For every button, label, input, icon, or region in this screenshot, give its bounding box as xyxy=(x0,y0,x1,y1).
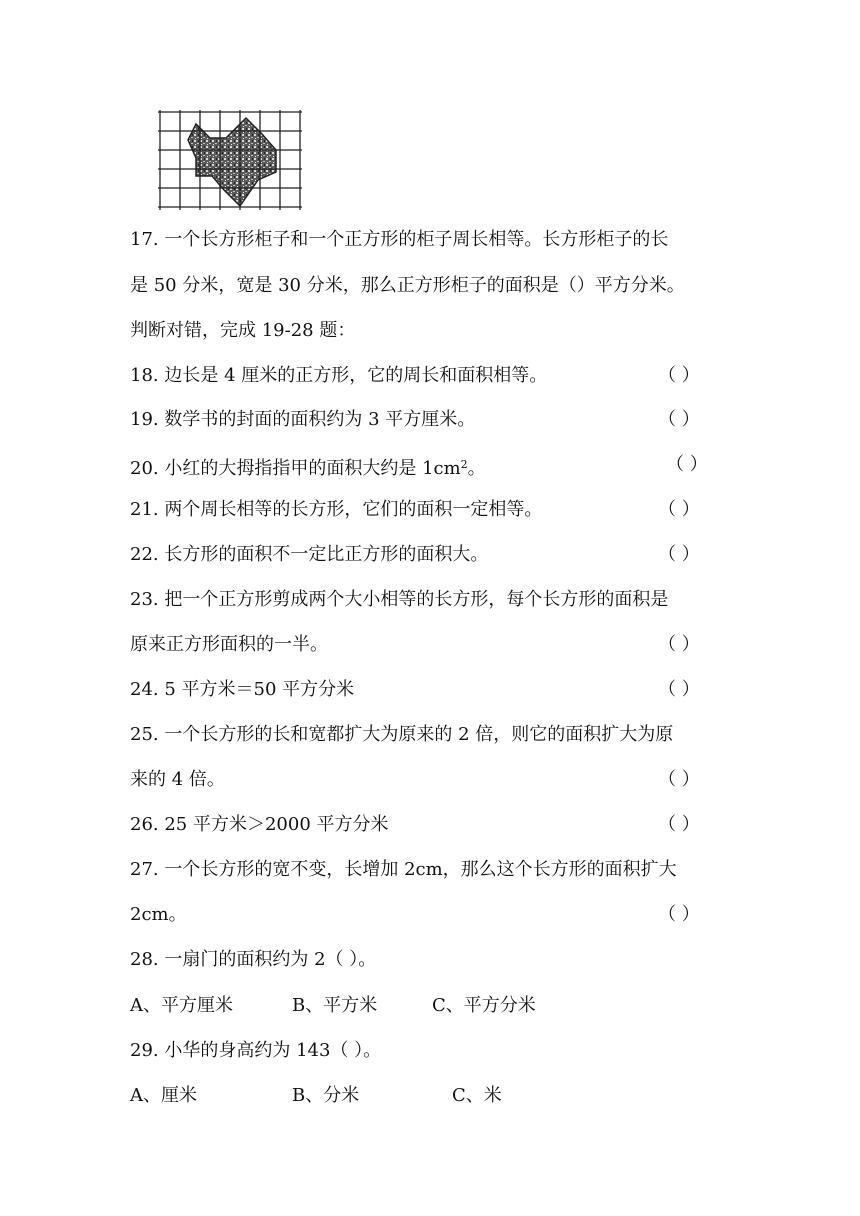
q29-option-a[interactable]: A、厘米 xyxy=(130,1085,197,1106)
q24-text: 24. 5 平方米＝50 平方分米 xyxy=(130,679,355,700)
grid-shape-figure xyxy=(158,110,302,210)
q26-text: 26. 25 平方米＞2000 平方分米 xyxy=(130,814,389,835)
q28-option-a[interactable]: A、平方厘米 xyxy=(130,995,233,1016)
q23-line-1: 23. 把一个正方形剪成两个大小相等的长方形，每个长方形的面积是 xyxy=(130,589,669,610)
q25-line-2: 来的 4 倍。 xyxy=(130,769,225,790)
q18-answer-blank[interactable]: （ ） xyxy=(658,365,700,386)
q28-option-b[interactable]: B、平方米 xyxy=(292,995,378,1016)
q22-answer-blank[interactable]: （ ） xyxy=(658,544,700,565)
q21-answer-blank[interactable]: （ ） xyxy=(658,499,700,520)
q20-superscript: 2 xyxy=(460,458,468,471)
q28-text: 28. 一扇门的面积约为 2（ ）。 xyxy=(130,949,377,970)
q26-answer-blank[interactable]: （ ） xyxy=(658,814,700,835)
q23-answer-blank[interactable]: （ ） xyxy=(658,634,700,655)
q17-line-2: 是 50 分米，宽是 30 分米，那么正方形柜子的面积是（）平方分米。 xyxy=(130,275,685,296)
q19-answer-blank[interactable]: （ ） xyxy=(658,409,700,430)
q25-line-1: 25. 一个长方形的长和宽都扩大为原来的 2 倍，则它的面积扩大为原 xyxy=(130,724,674,745)
q20-text-main: 20. 小红的大拇指指甲的面积大约是 1cm xyxy=(130,458,461,479)
q21-text: 21. 两个周长相等的长方形，它们的面积一定相等。 xyxy=(130,499,543,520)
section-heading: 判断对错，完成 19-28 题： xyxy=(130,320,356,341)
q24-answer-blank[interactable]: （ ） xyxy=(658,679,700,700)
q20-answer-blank[interactable]: （ ） xyxy=(666,454,708,475)
q28-option-c[interactable]: C、平方分米 xyxy=(432,995,536,1016)
q29-text: 29. 小华的身高约为 143（ ）。 xyxy=(130,1040,382,1061)
q29-option-c[interactable]: C、米 xyxy=(452,1085,502,1106)
q20-text xyxy=(130,449,486,481)
q19-text: 19. 数学书的封面的面积约为 3 平方厘米。 xyxy=(130,409,476,430)
q17-line-1: 17. 一个长方形柜子和一个正方形的柜子周长相等。长方形柜子的长 xyxy=(130,229,669,250)
q27-line-2: 2cm。 xyxy=(130,904,187,925)
q27-answer-blank[interactable]: （ ） xyxy=(658,904,700,925)
q29-option-b[interactable]: B、分米 xyxy=(292,1085,360,1106)
q22-text: 22. 长方形的面积不一定比正方形的面积大。 xyxy=(130,544,489,565)
q25-answer-blank[interactable]: （ ） xyxy=(658,769,700,790)
q27-line-1: 27. 一个长方形的宽不变，长增加 2cm，那么这个长方形的面积扩大 xyxy=(130,859,677,880)
q20-text-end: 。 xyxy=(467,458,486,479)
q18-text: 18. 边长是 4 厘米的正方形，它的周长和面积相等。 xyxy=(130,365,548,386)
q23-line-2: 原来正方形面积的一半。 xyxy=(130,634,328,655)
